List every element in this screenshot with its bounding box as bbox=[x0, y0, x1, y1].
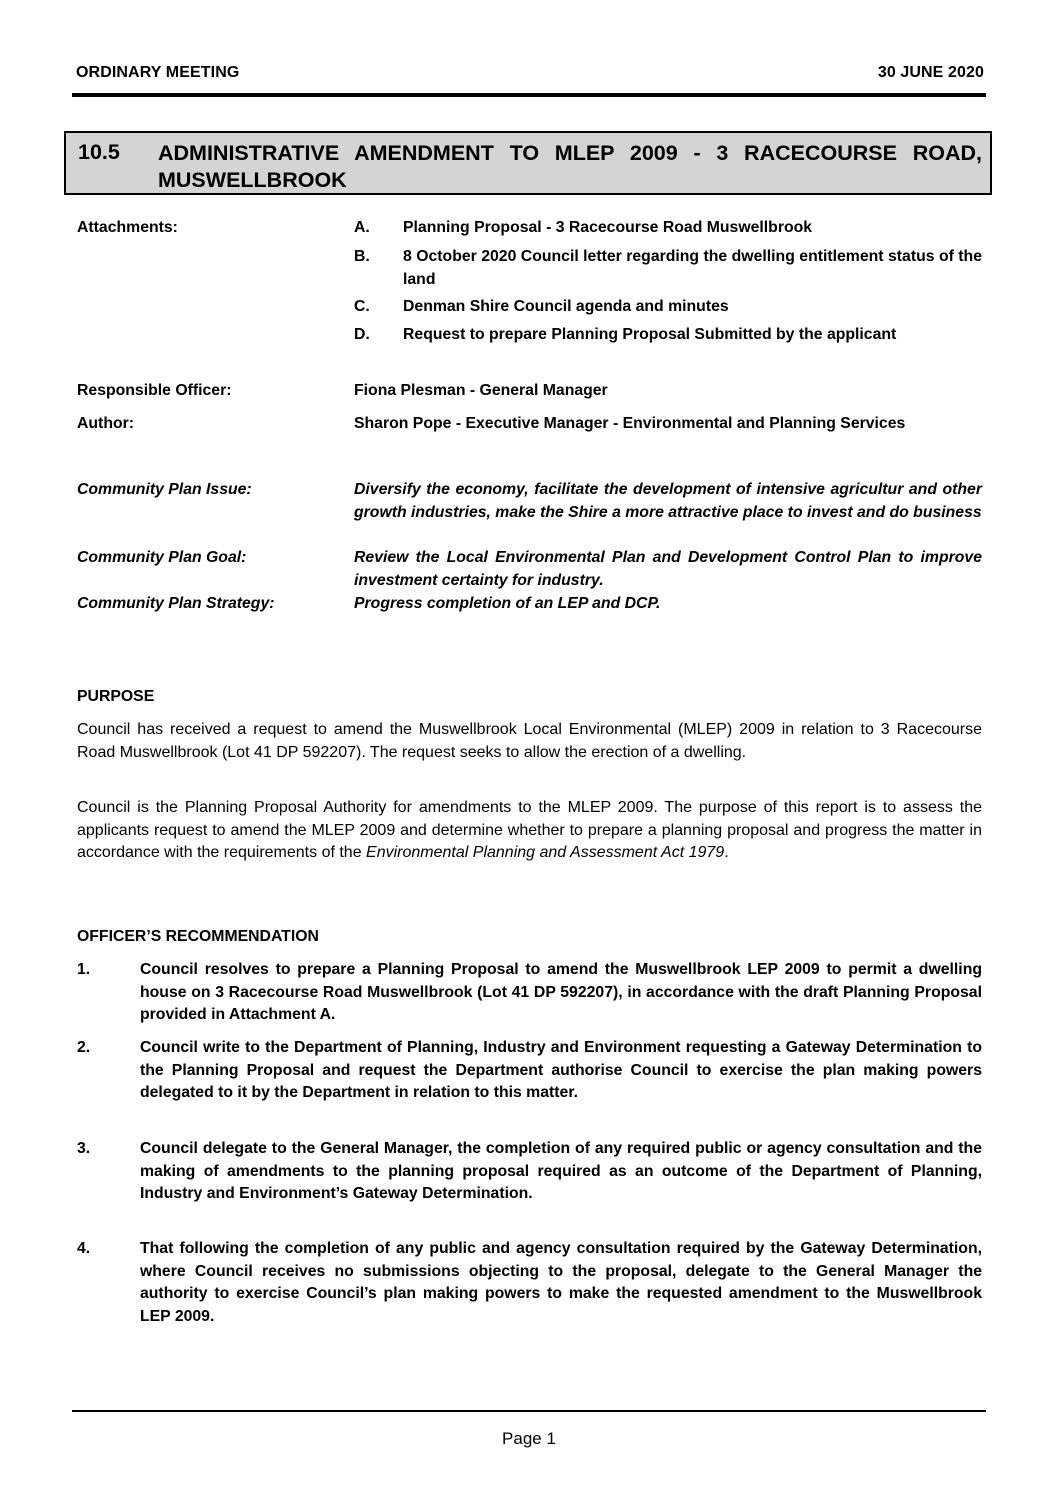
recommendation-text: Council resolves to prepare a Planning Proposal to amend the Muswellbrook LEP 2009 to permit a dwelling house on 3 Racecourse Road Muswellbrook (Lot 41 DP 592207), in accordance with the draft Planning Proposal provided in Attachment A. bbox=[140, 961, 982, 1023]
attachment-title: Request to prepare Planning Proposal Submitted by the applicant bbox=[403, 326, 897, 343]
recommendation-text: Council write to the Department of Planning, Industry and Environment requesting a Gateway Determination to the Planning Proposal and request the Department authorise Council to exercise the plan making powers delegated to it by the Department in relation to this matter. bbox=[140, 1039, 982, 1101]
header-divider bbox=[72, 93, 986, 97]
community-goal-label: Community Plan Goal: bbox=[77, 549, 247, 566]
responsible-officer-value: Fiona Plesman - General Manager bbox=[354, 382, 608, 399]
meeting-date: 30 JUNE 2020 bbox=[877, 64, 984, 81]
page-number: Page 1 bbox=[502, 1429, 556, 1448]
recommendation-text: That following the completion of any public and agency consultation required by the Gateway Determination, where Council receives no submissions objecting to the proposal, delegate to the General Manager the authority to exercise Council’s plan making powers to make the requested amendment to the Muswellbrook LEP 2009. bbox=[140, 1240, 982, 1325]
recommendation-number: 2. bbox=[77, 1039, 91, 1056]
author-value: Sharon Pope - Executive Manager - Environmental and Planning Services bbox=[354, 415, 906, 432]
attachment-letter: D. bbox=[354, 326, 370, 343]
recommendation-number: 4. bbox=[77, 1240, 91, 1257]
purpose-text: Council is the Planning Proposal Authority for amendments to the MLEP 2009. The purpose of this report is to assess the applicants request to amend the MLEP 2009 and determine whether to prepare a planning proposal and progress the matter in accordance with the requirements of the bbox=[77, 799, 982, 861]
attachment-letter: C. bbox=[354, 298, 370, 315]
item-title: ADMINISTRATIVE AMENDMENT TO MLEP 2009 - 3 RACECOURSE ROAD, MUSWELLBROOK bbox=[158, 141, 982, 192]
attachment-letter: A. bbox=[354, 219, 370, 236]
attachment-letter: B. bbox=[354, 248, 370, 265]
community-issue-value: Diversify the economy, facilitate the development of intensive agricultur and other growth industries, make the Shire a more attractive place to invest and do business bbox=[354, 481, 982, 521]
community-strategy-value: Progress completion of an LEP and DCP. bbox=[354, 595, 661, 612]
recommendation-heading: OFFICER’S RECOMMENDATION bbox=[77, 928, 319, 945]
attachments-label: Attachments: bbox=[77, 219, 178, 236]
item-number: 10.5 bbox=[78, 140, 120, 164]
attachment-title: Planning Proposal - 3 Racecourse Road Muswellbrook bbox=[403, 219, 813, 236]
item-title-box bbox=[64, 131, 992, 195]
purpose-paragraph: Council has received a request to amend the Muswellbrook Local Environmental (MLEP) 2009 in relation to 3 Racecourse Road Muswellbrook (Lot 41 DP 592207). The request seeks to allow the erection of a dwelling. bbox=[77, 721, 982, 761]
responsible-officer-label: Responsible Officer: bbox=[77, 382, 232, 399]
attachment-title: Denman Shire Council agenda and minutes bbox=[403, 298, 729, 315]
page-header bbox=[76, 64, 984, 86]
purpose-paragraph bbox=[77, 797, 982, 865]
recommendation-number: 1. bbox=[77, 961, 91, 978]
purpose-text-end: . bbox=[724, 844, 729, 861]
community-goal-value: Review the Local Environmental Plan and Development Control Plan to improve investment certainty for industry. bbox=[354, 549, 982, 589]
author-label: Author: bbox=[77, 415, 135, 432]
recommendation-text: Council delegate to the General Manager, the completion of any required public or agency consultation and the making of amendments to the planning proposal required as an outcome of the Department of Planning, Industry and Environment’s Gateway Determination. bbox=[140, 1140, 982, 1202]
act-title: Environmental Planning and Assessment Act 1979 bbox=[366, 844, 725, 861]
footer-divider bbox=[72, 1410, 986, 1412]
recommendation-number: 3. bbox=[77, 1140, 91, 1157]
community-strategy-label: Community Plan Strategy: bbox=[77, 595, 275, 612]
meeting-type: ORDINARY MEETING bbox=[76, 64, 240, 81]
community-issue-label: Community Plan Issue: bbox=[77, 481, 252, 498]
purpose-heading: PURPOSE bbox=[77, 688, 155, 705]
attachment-title: 8 October 2020 Council letter regarding the dwelling entitlement status of the land bbox=[403, 248, 982, 288]
